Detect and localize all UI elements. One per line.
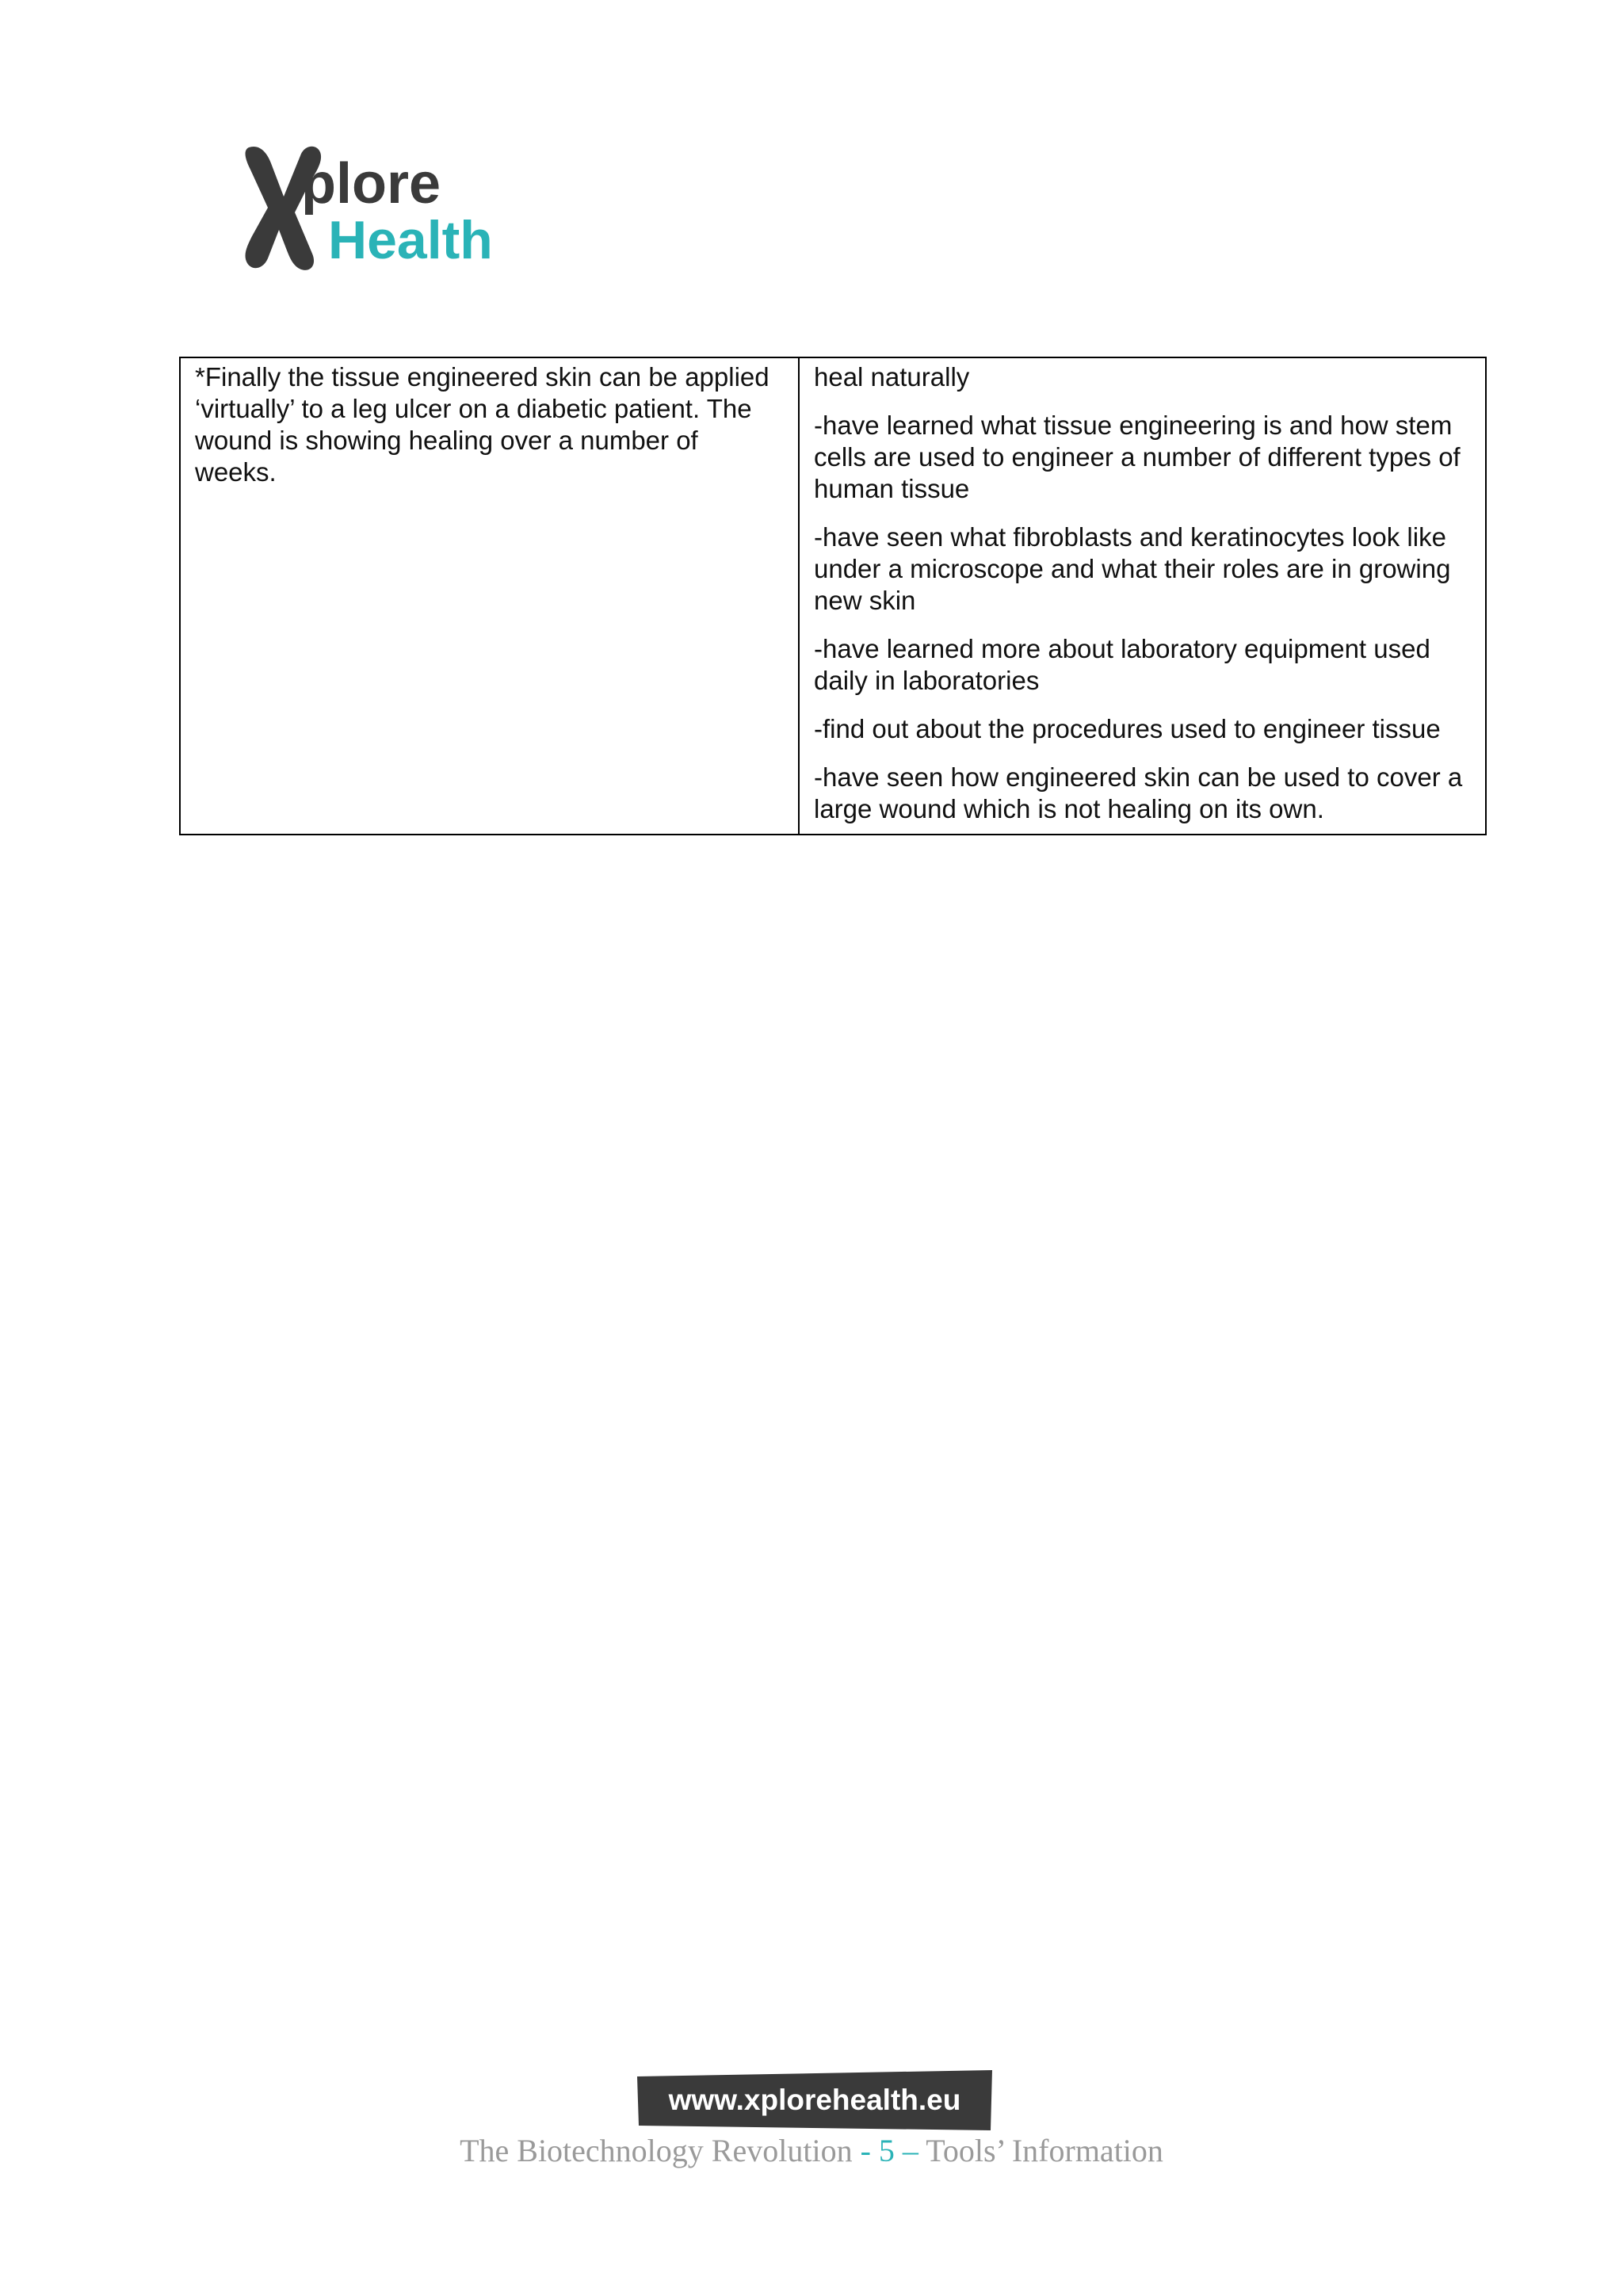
table-cell-description — [181, 358, 800, 834]
footer-dash: – — [894, 2133, 926, 2168]
footer-dash: - — [852, 2133, 879, 2168]
logo-word-health: Health — [328, 210, 493, 270]
table-cell-outcomes — [800, 358, 1485, 834]
outcome-item: -have seen what fibroblasts and keratinocytes look like under a microscope and what their roles are in growing new skin — [814, 522, 1451, 615]
footer-title: The Biotechnology Revolution — [460, 2133, 853, 2168]
outcome-item: -find out about the procedures used to engineer tissue — [814, 714, 1441, 743]
logo-word-plore: plore — [301, 152, 441, 216]
outcome-item: heal naturally — [814, 362, 970, 392]
outcome-item: -have seen how engineered skin can be used to cover a large wound which is not healing on its own. — [814, 762, 1463, 823]
info-table — [179, 357, 1487, 835]
outcome-item: -have learned what tissue engineering is and how stem cells are used to engineer a number of different types of human tissue — [814, 411, 1461, 503]
logo-graphic — [235, 139, 520, 274]
footer-section: Tools’ Information — [926, 2133, 1163, 2168]
outcome-item: -have learned more about laboratory equipment used daily in laboratories — [814, 634, 1430, 695]
page-number: 5 — [878, 2133, 895, 2168]
website-badge — [637, 2070, 992, 2130]
website-url: www.xplorehealth.eu — [668, 2084, 961, 2116]
description-text: *Finally the tissue engineered skin can be applied ‘virtually’ to a leg ulcer on a diabetic patient. The wound is showing healing over a number of weeks. — [195, 362, 769, 487]
footer-caption — [0, 2132, 1623, 2169]
xplore-health-logo — [235, 139, 520, 274]
